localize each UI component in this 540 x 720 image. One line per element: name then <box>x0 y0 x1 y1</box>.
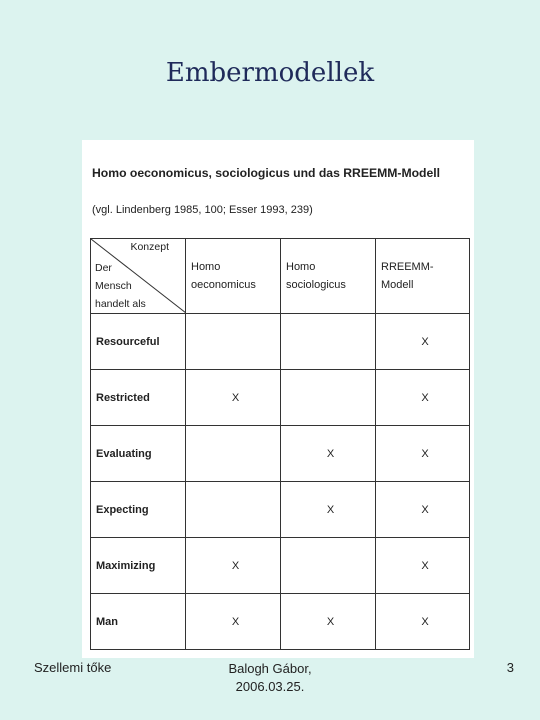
table-cell-mark <box>281 370 376 426</box>
table-cell-mark: X <box>376 594 470 650</box>
table-heading: Homo oeconomicus, sociologicus und das RREEMM-Modell <box>92 166 441 180</box>
table-cell-mark: X <box>186 538 281 594</box>
table-cell-mark: X <box>281 594 376 650</box>
row-label: Evaluating <box>91 426 186 482</box>
table-image-panel <box>82 140 474 658</box>
table-cell-mark: X <box>186 370 281 426</box>
table-cell-mark: X <box>281 482 376 538</box>
table-cell-mark: X <box>281 426 376 482</box>
page-number: 3 <box>506 660 514 675</box>
table-citation: (vgl. Lindenberg 1985, 100; Esser 1993, 239) <box>92 204 313 216</box>
column-header-homo-sociologicus: Homo sociologicus <box>281 239 376 314</box>
table-cell-mark <box>186 426 281 482</box>
table-row <box>91 538 470 594</box>
table-row <box>91 594 470 650</box>
footer-author-date: Balogh Gábor, 2006.03.25. <box>228 661 312 694</box>
table-cell-mark <box>281 538 376 594</box>
table-header-row <box>91 239 470 314</box>
table-row <box>91 314 470 370</box>
table-cell-mark: X <box>376 538 470 594</box>
column-header-rreemm-modell: RREEMM- Modell <box>376 239 470 314</box>
table-cell-mark: X <box>376 426 470 482</box>
model-comparison-table <box>90 238 470 650</box>
table-cell-mark: X <box>186 594 281 650</box>
table-row <box>91 482 470 538</box>
table-cell-mark: X <box>376 370 470 426</box>
column-header-homo-oeconomicus: Homo oeconomicus <box>186 239 281 314</box>
table-row <box>91 426 470 482</box>
corner-label-concept: Konzept <box>130 241 169 253</box>
row-label: Expecting <box>91 482 186 538</box>
table-cell-mark <box>281 314 376 370</box>
footer-course-name: Szellemi tőke <box>34 660 112 675</box>
row-label: Maximizing <box>91 538 186 594</box>
slide-title: Embermodellek <box>165 58 375 88</box>
corner-cell <box>91 239 186 314</box>
row-label: Resourceful <box>91 314 186 370</box>
table-cell-mark: X <box>376 314 470 370</box>
table-cell-mark <box>186 482 281 538</box>
table-cell-mark <box>186 314 281 370</box>
table-row <box>91 370 470 426</box>
row-label: Man <box>91 594 186 650</box>
table-cell-mark: X <box>376 482 470 538</box>
corner-label-human: Der Mensch handelt als <box>95 262 146 310</box>
row-label: Restricted <box>91 370 186 426</box>
